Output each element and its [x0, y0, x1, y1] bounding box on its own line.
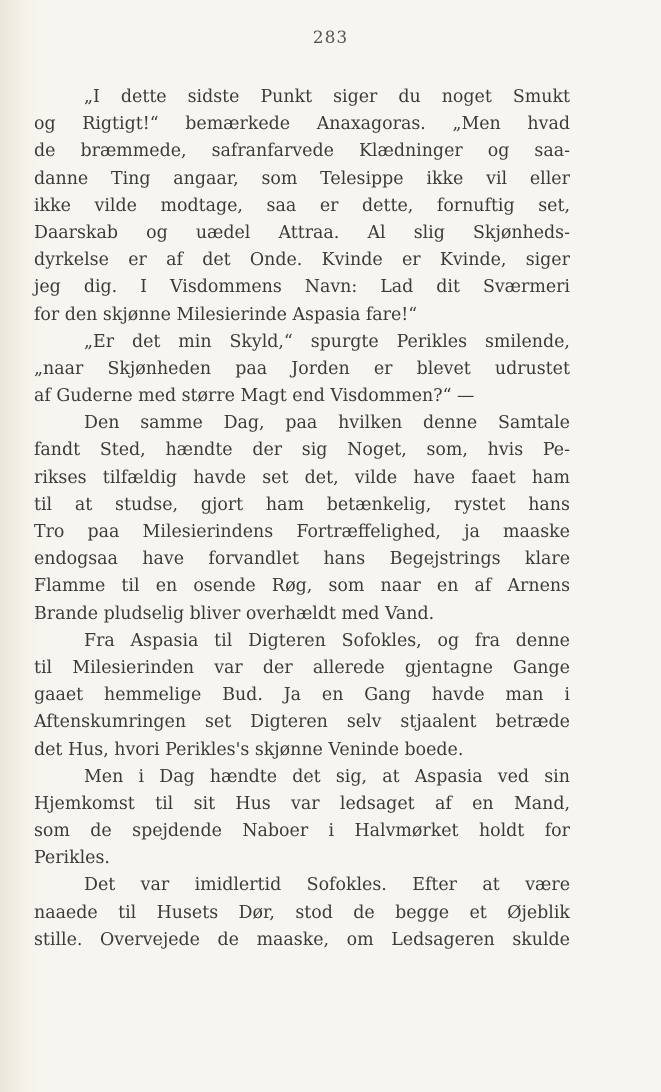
- text-line: rikses tilfældig havde set det, vilde have faaet ham: [34, 467, 570, 488]
- text-line: til at studse, gjort ham betænkelig, rystet hans: [34, 494, 570, 515]
- text-line: dyrkelse er af det Onde. Kvinde er Kvinde, siger: [34, 250, 570, 271]
- text-line: de bræmmede, safranfarvede Klædninger og saa-: [34, 141, 570, 162]
- text-line: af Guderne med større Magt end Visdommen?“ —: [34, 386, 475, 407]
- text-line: Den samme Dag, paa hvilken denne Samtale: [84, 413, 570, 434]
- text-line: Aftenskumringen set Digteren selv stjaalent betræde: [34, 712, 570, 733]
- text-line: og Rigtigt!“ bemærkede Anaxagoras. „Men hvad: [34, 114, 570, 135]
- text-line: Daarskab og uædel Attraa. Al slig Skjønheds-: [34, 222, 570, 243]
- text-line: ikke vilde modtage, saa er dette, fornuftig set,: [34, 195, 570, 216]
- text-line: gaaet hemmelige Bud. Ja en Gang havde man i: [34, 685, 570, 706]
- text-line: „I dette sidste Punkt siger du noget Smukt: [84, 87, 570, 107]
- text-line: det Hus, hvori Perikles's skjønne Veninde boede.: [34, 739, 464, 760]
- body-text: [34, 84, 570, 954]
- text-line: fandt Sted, hændte der sig Noget, som, hvis Pe-: [34, 440, 570, 461]
- text-line: „naar Skjønheden paa Jorden er blevet udrustet: [34, 358, 570, 379]
- text-line: Brande pludselig bliver overhældt med Vand.: [34, 603, 435, 624]
- text-line: jeg dig. I Visdommens Navn: Lad dit Sværmeri: [34, 277, 570, 298]
- text-line: danne Ting angaar, som Telesippe ikke vil eller: [34, 168, 570, 189]
- text-line: Perikles.: [34, 848, 110, 869]
- page-number: 283: [312, 28, 349, 48]
- text-line: for den skjønne Milesierinde Aspasia fare!“: [34, 304, 418, 325]
- text-line: Det var imidlertid Sofokles. Efter at være: [84, 875, 570, 896]
- text-line: til Milesierinden var der allerede gjentagne Gange: [34, 657, 570, 678]
- text-line: som de spejdende Naboer i Halvmørket holdt for: [34, 821, 570, 842]
- text-line: Men i Dag hændte det sig, at Aspasia ved sin: [84, 766, 570, 787]
- text-line: Tro paa Milesierindens Fortræffelighed, ja maaske: [34, 522, 570, 542]
- text-line: Fra Aspasia til Digteren Sofokles, og fra denne: [84, 630, 570, 651]
- text-line: stille. Overvejede de maaske, om Ledsageren skulde: [34, 929, 570, 950]
- text-line: Flamme til en osende Røg, som naar en af Arnens: [34, 576, 570, 597]
- text-line: „Er det min Skyld,“ spurgte Perikles smilende,: [84, 331, 570, 352]
- text-line: Hjemkomst til sit Hus var ledsaget af en Mand,: [34, 793, 570, 814]
- text-line: endogsaa have forvandlet hans Begejstrings klare: [34, 549, 570, 570]
- text-line: naaede til Husets Dør, stod de begge et Øjeblik: [34, 902, 570, 923]
